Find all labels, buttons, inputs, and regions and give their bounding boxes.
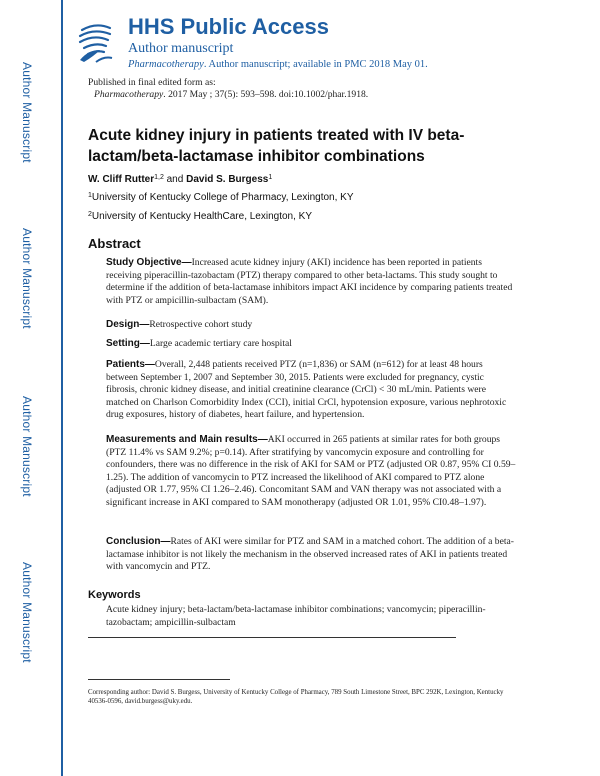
keywords-heading: Keywords [88,589,141,601]
abstract-objective: Study Objective—Increased acute kidney injury (AKI) incidence has been reported in patients receiving piperacillin-tazobactam (PTZ) therapy compared to other beta-lactams. This study sought to determine if the addition of beta-lactamase inhibitors impact AKI incidence by comparing patients treated with PTZ or ampicillin-sulbactam (SAM). [106,257,513,306]
sidebar-label-4: Author Manuscript [20,562,34,663]
abstract-patients: Patients—Overall, 2,448 patients received PTZ (n=1,836) or SAM (n=612) for at least 48 hours between September 1, 2007 and September 30, 2015. Patients were excluded for pregnancy, cystic fibrosis, chronic kidney disease, and initial creatinine clearance (CrCl) < 30 mL/min. Patients were matched on Charlson Comorbidity Index (CCI), initial CrCl, hypotension exposure, various nephrotoxic drug exposures, history of diabetes, heart failure, and hypertension. [106,359,507,421]
publication-info: Published in final edited form as: Pharmacotherapy. 2017 May ; 37(5): 593–598. doi:10.1002/phar.1918. [88,77,369,100]
sidebar-label-1: Author Manuscript [20,62,34,163]
keywords-list: Acute kidney injury; beta-lactam/beta-lactamase inhibitor combinations; vancomycin; piperacillin-tazobactam; ampicillin-sulbactam [106,604,486,628]
hhs-public-access-title: HHS Public Access [128,14,329,39]
hhs-eagle-logo-icon [74,20,116,66]
abstract-results: Measurements and Main results—AKI occurred in 265 patients at similar rates for both groups (PTZ 11.4% vs SAM 9.2%; p=0.14). After stratifying by vancomycin exposure and controlling for confounders, there was no difference in the risk of AKI for SAM or PTZ (adjusted OR 0.87, 95% CI 0.59–1.25). The addition of vancomycin to PTZ increased the likelihood of AKI compared to PTZ alone (adjusted OR 1.77, 95% CI 1.26–2.46). Concomitant SAM and VAN therapy was not associated with a significant increase in AKI compared to SAM monotherapy (adjusted OR 1.01, 95% CI0.48–1.97). [106,434,516,508]
abstract-design: Design—Retrospective cohort study [106,319,253,330]
affiliation-1: $^1$University of Kentucky College of Pharmacy, Lexington, KY [88,192,354,203]
sidebar-label-3: Author Manuscript [20,396,34,497]
sidebar-label-2: Author Manuscript [20,228,34,329]
abstract-setting: Setting—Large academic tertiary care hospital [106,338,292,349]
abstract-conclusion: Conclusion—Rates of AKI were similar for PTZ and SAM in a matched cohort. The addition of a beta-lactamase inhibitor is not likely the mechanism in the observed increased rates of AKI in patients treated with vancomycin and PTZ. [106,536,514,573]
author-name: David S. Burgess [186,174,269,185]
corresponding-author-footnote: Corresponding author: David S. Burgess, University of Kentucky College of Pharmacy, 789 South Limestone Street, BPC 292K, Lexington, Kentucky 40536-0596, david.burgess@uky.edu. [88,689,504,705]
article-title: Acute kidney injury in patients treated with IV beta-lactam/beta-lactamase inhibitor combinations [88,127,465,165]
author-manuscript-subtitle: Author manuscript [128,41,234,56]
footnote-rule [88,679,230,680]
affiliation-2: $^2$University of Kentucky HealthCare, Lexington, KY [88,211,313,222]
author-list: W. Cliff Rutter$^{1,2}$ and David S. Burgess$^1$ [88,174,273,185]
keywords-rule [88,637,456,638]
author-name: W. Cliff Rutter [88,174,155,185]
journal-availability: Pharmacotherapy. Author manuscript; available in PMC 2018 May 01. [128,59,428,70]
abstract-heading: Abstract [88,236,141,251]
sidebar-divider [61,0,63,776]
